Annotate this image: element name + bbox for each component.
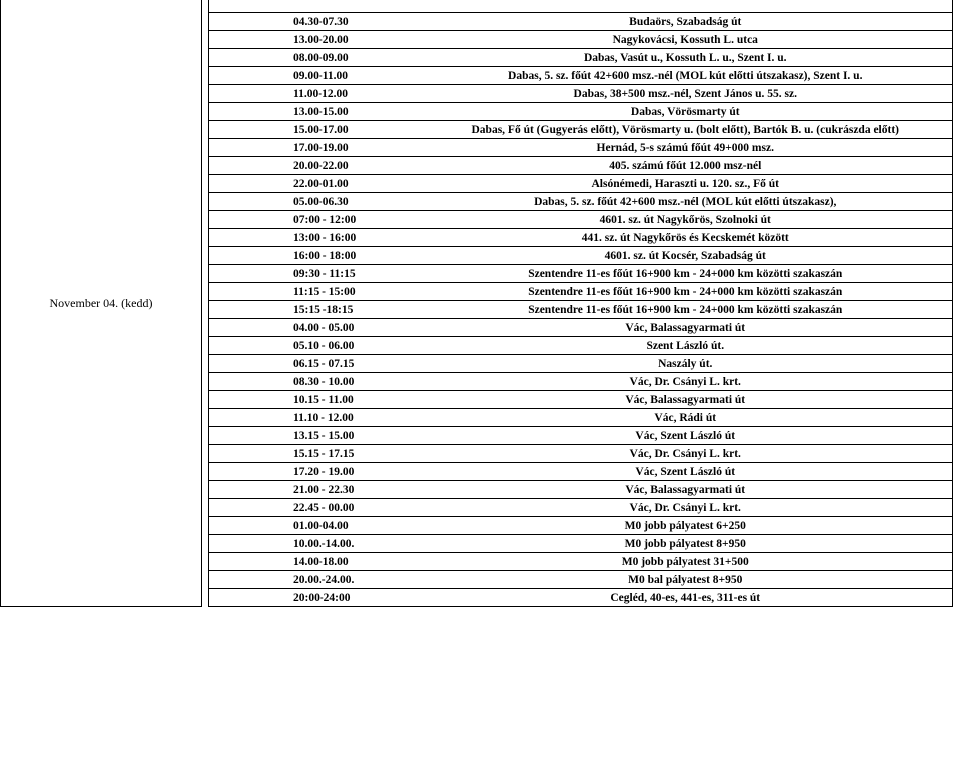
table-top-edge — [1, 0, 953, 13]
time-cell: 13.00-15.00 — [209, 103, 419, 121]
location-cell: Vác, Balassagyarmati út — [419, 481, 953, 499]
location-cell: 441. sz. út Nagykőrös és Kecskemét között — [419, 229, 953, 247]
location-cell: Vác, Dr. Csányi L. krt. — [419, 445, 953, 463]
time-cell: 08.30 - 10.00 — [209, 373, 419, 391]
column-gap — [202, 0, 209, 607]
location-cell: Vác, Dr. Csányi L. krt. — [419, 499, 953, 517]
location-cell: Szent László út. — [419, 337, 953, 355]
time-cell: 22.00-01.00 — [209, 175, 419, 193]
time-cell: 05.10 - 06.00 — [209, 337, 419, 355]
location-cell: Vác, Szent László út — [419, 463, 953, 481]
location-cell: Szentendre 11-es főút 16+900 km - 24+000 km közötti szakaszán — [419, 265, 953, 283]
time-cell: 20.00.-24.00. — [209, 571, 419, 589]
time-cell: 17.20 - 19.00 — [209, 463, 419, 481]
time-cell: 09.00-11.00 — [209, 67, 419, 85]
location-cell: Vác, Szent László út — [419, 427, 953, 445]
blank-area — [0, 614, 960, 780]
time-cell: 15.15 - 17.15 — [209, 445, 419, 463]
location-cell: Dabas, 38+500 msz.-nél, Szent János u. 55. sz. — [419, 85, 953, 103]
location-cell: Vác, Balassagyarmati út — [419, 319, 953, 337]
time-cell: 15.00-17.00 — [209, 121, 419, 139]
location-cell: Dabas, Vörösmarty út — [419, 103, 953, 121]
time-cell-empty — [209, 0, 419, 13]
time-cell: 20:00-24:00 — [209, 589, 419, 607]
time-cell: 13.15 - 15.00 — [209, 427, 419, 445]
time-cell: 13:00 - 16:00 — [209, 229, 419, 247]
time-cell: 01.00-04.00 — [209, 517, 419, 535]
time-cell: 17.00-19.00 — [209, 139, 419, 157]
location-cell: Dabas, 5. sz. főút 42+600 msz.-nél (MOL kút előtti útszakasz), Szent I. u. — [419, 67, 953, 85]
time-cell: 11.00-12.00 — [209, 85, 419, 103]
time-cell: 20.00-22.00 — [209, 157, 419, 175]
schedule-body — [1, 0, 953, 607]
time-cell: 11:15 - 15:00 — [209, 283, 419, 301]
location-cell: Dabas, Fő út (Gugyerás előtt), Vörösmarty u. (bolt előtt), Bartók B. u. (cukrászda előtt) — [419, 121, 953, 139]
location-cell: 4601. sz. út Nagykőrös, Szolnoki út — [419, 211, 953, 229]
time-cell: 16:00 - 18:00 — [209, 247, 419, 265]
time-cell: 06.15 - 07.15 — [209, 355, 419, 373]
location-cell: Vác, Rádi út — [419, 409, 953, 427]
location-cell-empty — [419, 0, 953, 13]
location-cell: Vác, Balassagyarmati út — [419, 391, 953, 409]
location-cell: Cegléd, 40-es, 441-es, 311-es út — [419, 589, 953, 607]
location-cell: M0 jobb pályatest 6+250 — [419, 517, 953, 535]
time-cell: 14.00-18.00 — [209, 553, 419, 571]
location-cell: M0 jobb pályatest 8+950 — [419, 535, 953, 553]
time-cell: 21.00 - 22.30 — [209, 481, 419, 499]
time-cell: 04.30-07.30 — [209, 13, 419, 31]
time-cell: 22.45 - 00.00 — [209, 499, 419, 517]
location-cell: 4601. sz. út Kocsér, Szabadság út — [419, 247, 953, 265]
time-cell: 04.00 - 05.00 — [209, 319, 419, 337]
time-cell: 13.00-20.00 — [209, 31, 419, 49]
time-cell: 15:15 -18:15 — [209, 301, 419, 319]
location-cell: Hernád, 5-s számú főút 49+000 msz. — [419, 139, 953, 157]
location-cell: Vác, Dr. Csányi L. krt. — [419, 373, 953, 391]
time-cell: 10.00.-14.00. — [209, 535, 419, 553]
time-cell: 10.15 - 11.00 — [209, 391, 419, 409]
location-cell: Nagykovácsi, Kossuth L. utca — [419, 31, 953, 49]
location-cell: Dabas, Vasút u., Kossuth L. u., Szent I. u. — [419, 49, 953, 67]
time-cell: 11.10 - 12.00 — [209, 409, 419, 427]
location-cell: Alsónémedi, Haraszti u. 120. sz., Fő út — [419, 175, 953, 193]
location-cell: Szentendre 11-es főút 16+900 km - 24+000 km közötti szakaszán — [419, 301, 953, 319]
time-cell: 09:30 - 11:15 — [209, 265, 419, 283]
location-cell: M0 jobb pályatest 31+500 — [419, 553, 953, 571]
location-cell: 405. számú főút 12.000 msz-nél — [419, 157, 953, 175]
time-cell: 05.00-06.30 — [209, 193, 419, 211]
location-cell: Szentendre 11-es főút 16+900 km - 24+000 km közötti szakaszán — [419, 283, 953, 301]
location-cell: Dabas, 5. sz. főút 42+600 msz.-nél (MOL kút előtti útszakasz), — [419, 193, 953, 211]
date-cell: November 04. (kedd) — [1, 0, 202, 607]
location-cell: M0 bal pályatest 8+950 — [419, 571, 953, 589]
time-cell: 07:00 - 12:00 — [209, 211, 419, 229]
time-cell: 08.00-09.00 — [209, 49, 419, 67]
location-cell: Naszály út. — [419, 355, 953, 373]
location-cell: Budaörs, Szabadság út — [419, 13, 953, 31]
